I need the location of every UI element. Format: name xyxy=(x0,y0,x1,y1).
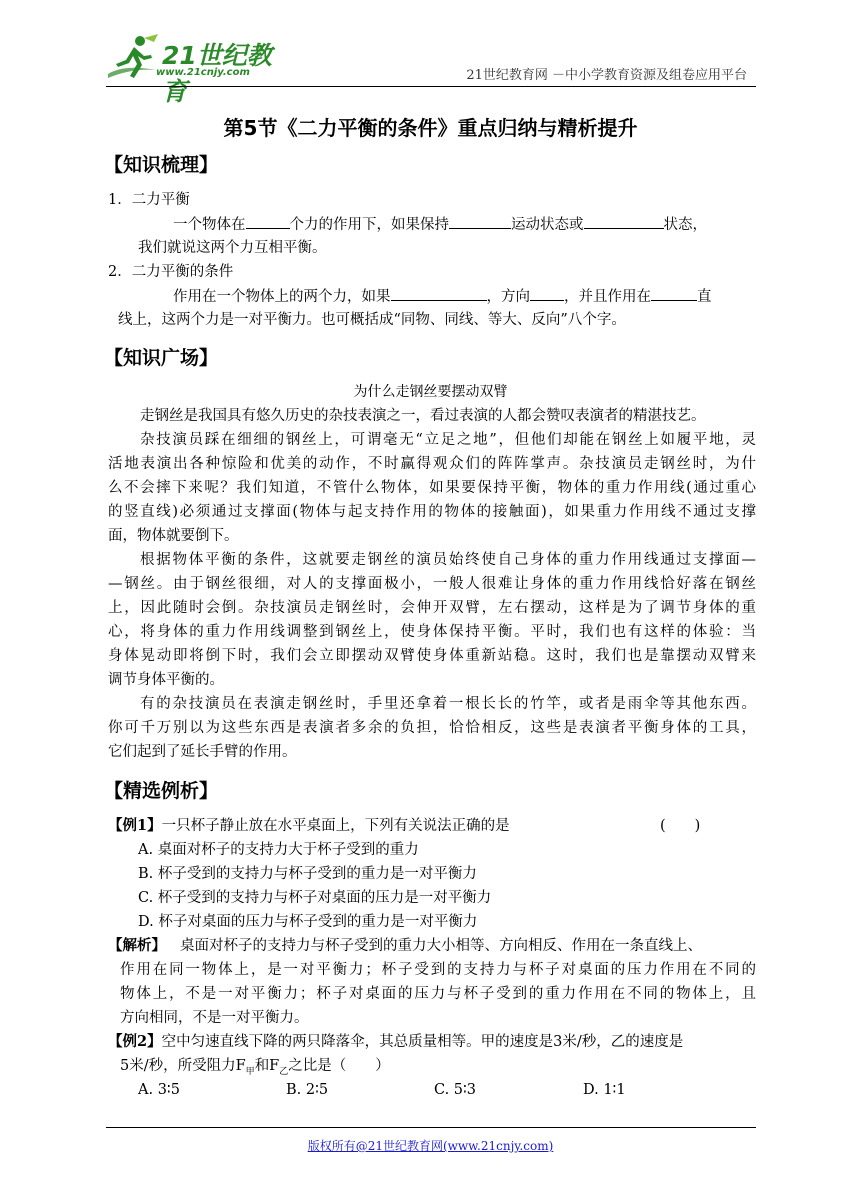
blank-field[interactable] xyxy=(651,286,697,301)
footer-copyright-link[interactable]: 版权所有@21世纪教育网(www.21cnjy.com) xyxy=(307,1139,554,1153)
example2-option-a: A. 3∶5 xyxy=(138,1082,180,1098)
article-line: 上，因此随时会倒。杂技演员走钢丝时，会伸开双臂，左右摆动，这样是为了调节身体的重 xyxy=(108,600,756,616)
runner-logo-icon xyxy=(104,34,160,82)
example1-option-c: C. 杯子受到的支持力与杯子对桌面的压力是一对平衡力 xyxy=(138,890,492,906)
analysis-line: 物体上，不是一对平衡力；杯子对桌面的压力与杯子受到的重力作用在不同的物体上，且 xyxy=(120,986,756,1002)
item1-text-c: 运动状态或 xyxy=(511,217,584,233)
example2-option-d: D. 1∶1 xyxy=(583,1082,626,1098)
blank-field[interactable] xyxy=(391,286,487,301)
item1-text-a: 一个物体在 xyxy=(173,217,246,233)
item2-text-c: ，并且作用在 xyxy=(564,289,651,305)
item2-label: 2．二力平衡的条件 xyxy=(108,264,234,280)
article-line: 身体晃动即将倒下时，我们会立即摆动双臂使身体重新站稳。这时，我们也是靠摆动双臂来 xyxy=(108,648,756,664)
logo-text: 21世纪教育 xyxy=(162,41,272,106)
site-logo xyxy=(104,34,294,106)
article-line: 活地表演出各种惊险和优美的动作，不时赢得观众们的阵阵掌声。杂技演员走钢丝时，为什 xyxy=(108,456,756,472)
example1-analysis-line1 xyxy=(108,936,702,956)
section-heading-knowledge: 【知识梳理】 xyxy=(104,154,219,176)
example1-answer-paren: ( ) xyxy=(660,818,701,834)
blank-field[interactable] xyxy=(530,286,564,301)
page-title: 第5节《二力平衡的条件》重点归纳与精析提升 xyxy=(223,116,638,140)
example1-option-a: A. 桌面对杯子的支持力大于杯子受到的重力 xyxy=(138,842,419,858)
item2-line2: 线上，这两个力是一对平衡力。也可概括成“同物、同线、等大、反向”八个字。 xyxy=(118,312,626,328)
blank-field[interactable] xyxy=(246,214,290,229)
example2-label: 【例2】 xyxy=(108,1033,162,1050)
item2-line1 xyxy=(173,286,712,307)
item1-line1 xyxy=(173,214,707,235)
header-divider xyxy=(106,86,756,87)
example1-option-b: B. 杯子受到的支持力与杯子受到的重力是一对平衡力 xyxy=(138,866,477,882)
subscript-yi: 乙 xyxy=(279,1066,289,1077)
example2-question xyxy=(108,1032,683,1052)
example1-text: 一只杯子静止放在水平桌面上，下列有关说法正确的是 xyxy=(161,818,510,834)
article-line: 根据物体平衡的条件，这就要走钢丝的演员始终使自己身体的重力作用线通过支撑面— xyxy=(140,552,756,568)
example2-text: 空中匀速直线下降的两只降落伞，其总质量相等。甲的速度是3米/秒，乙的速度是 xyxy=(161,1034,684,1050)
example2-text-a: 5米/秒，所受阻力F xyxy=(120,1058,246,1074)
article-line: 它们起到了延长手臂的作用。 xyxy=(108,744,297,760)
logo-url: www.21cnjy.com xyxy=(156,67,250,78)
blank-field[interactable] xyxy=(449,214,511,229)
example2-text-c: 之比是（ ） xyxy=(288,1058,390,1074)
example2-text-b: 和F xyxy=(254,1058,280,1074)
item1-text-b: 个力的作用下，如果保持 xyxy=(289,217,449,233)
article-line: 你可千万别以为这些东西是表演者多余的负担，恰恰相反，这些是表演者平衡身体的工具， xyxy=(108,720,756,736)
article-line: 么不会摔下来呢？我们知道，不管什么物体，如果要保持平衡，物体的重力作用线(通过重心 xyxy=(108,480,756,496)
item2-text-a: 作用在一个物体上的两个力，如果 xyxy=(173,289,391,305)
analysis-text: 桌面对杯子的支持力与杯子受到的重力大小相等、方向相反、作用在一条直线上、 xyxy=(180,938,702,954)
example1-label: 【例1】 xyxy=(108,817,162,834)
analysis-line: 作用在同一物体上，是一对平衡力；杯子受到的支持力与杯子对桌面的压力作用在不同的 xyxy=(120,962,756,978)
example2-option-b: B. 2∶5 xyxy=(286,1082,329,1098)
item1-label: 1．二力平衡 xyxy=(108,192,190,208)
footer-divider xyxy=(106,1127,756,1128)
article-line: 调节身体平衡的。 xyxy=(108,672,224,688)
article-line: 有的杂技演员在表演走钢丝时，手里还拿着一根长长的竹竿，或者是雨伞等其他东西。 xyxy=(140,696,756,712)
example1-question xyxy=(108,816,510,836)
article-line: 走钢丝是我国具有悠久历史的杂技表演之一，看过表演的人都会赞叹表演者的精湛技艺。 xyxy=(140,408,706,424)
article-title: 为什么走钢丝要摆动双臂 xyxy=(353,384,508,400)
header-site-name: 21世纪教育网 －中小学教育资源及组卷应用平台 xyxy=(466,68,747,83)
analysis-label: 【解析】 xyxy=(108,937,166,954)
item1-text-d: 状态， xyxy=(663,217,707,233)
example2-line2 xyxy=(120,1056,390,1082)
section-heading-examples: 【精选例析】 xyxy=(104,780,219,802)
article-line: 面，物体就要倒下。 xyxy=(108,528,239,544)
example1-option-d: D. 杯子对桌面的压力与杯子受到的重力是一对平衡力 xyxy=(138,914,478,930)
item2-text-b: ，方向 xyxy=(486,289,530,305)
article-line: 心，将身体的重力作用线调整到钢丝上，使身体保持平衡。平时，我们也有这样的体验：当 xyxy=(108,624,756,640)
subscript-jia: 甲 xyxy=(245,1066,255,1077)
item2-text-d: 直 xyxy=(697,289,712,305)
item1-line2: 我们就说这两个力互相平衡。 xyxy=(138,240,327,256)
section-heading-plaza: 【知识广场】 xyxy=(104,347,219,369)
example2-option-c: C. 5∶3 xyxy=(434,1082,477,1098)
article-line: 的竖直线)必须通过支撑面(物体与起支持作用的物体的接触面)，如果重力作用线不通过支撑 xyxy=(108,504,756,520)
analysis-line: 方向相同，不是一对平衡力。 xyxy=(120,1010,309,1026)
article-line: —钢丝。由于钢丝很细，对人的支撑面极小，一般人很难让身体的重力作用线恰好落在钢丝 xyxy=(108,576,756,592)
blank-field[interactable] xyxy=(584,214,664,229)
article-line: 杂技演员踩在细细的钢丝上，可谓毫无“立足之地”，但他们却能在钢丝上如履平地，灵 xyxy=(140,432,756,448)
